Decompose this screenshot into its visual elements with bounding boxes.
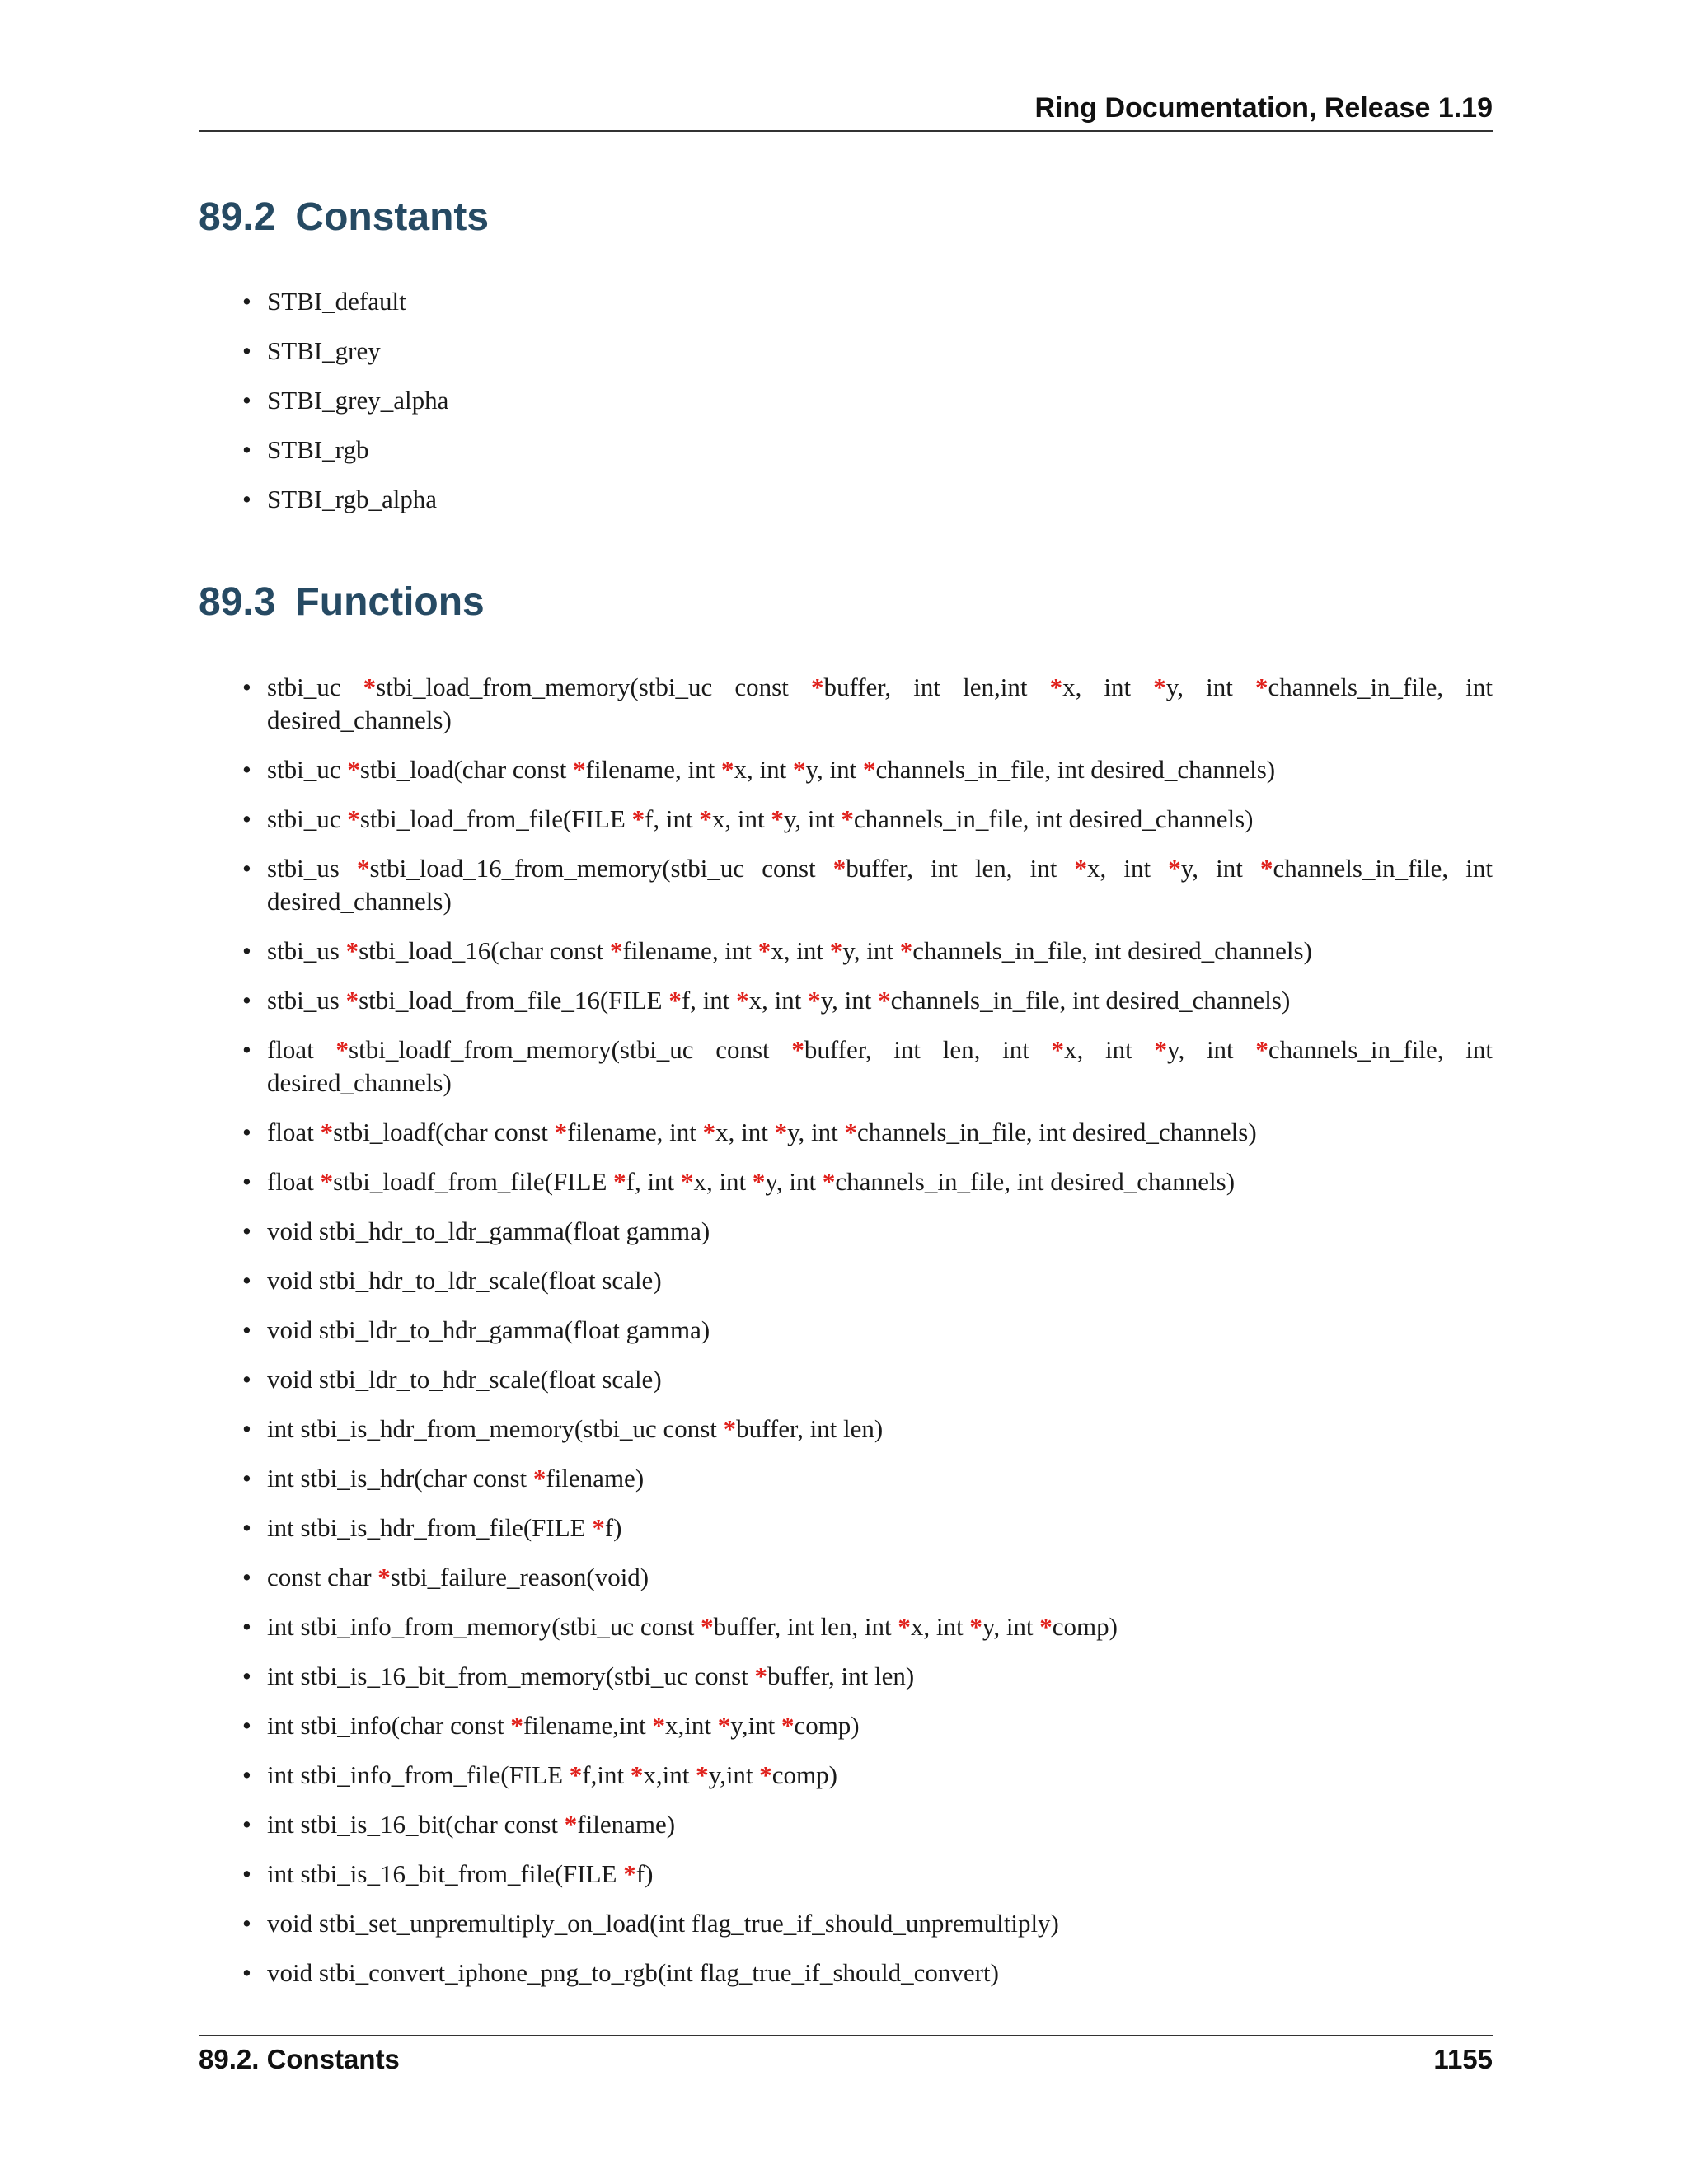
pointer-asterisk: * — [721, 755, 734, 784]
header-divider — [199, 130, 1493, 132]
section-heading-functions — [199, 579, 485, 625]
pointer-asterisk: * — [532, 1464, 546, 1493]
pointer-asterisk: * — [810, 673, 824, 701]
function-signature: • int stbi_info(char const *filename,int *x,int *y,int *comp) — [199, 1709, 1493, 1742]
pointer-asterisk: * — [623, 1859, 636, 1888]
pointer-asterisk: * — [1260, 854, 1273, 883]
function-signature: • void stbi_convert_iphone_png_to_rgb(int flag_true_if_should_convert) — [199, 1957, 1493, 1990]
function-signature: • void stbi_ldr_to_hdr_scale(float scale) — [199, 1363, 1493, 1396]
pointer-asterisk: * — [757, 936, 771, 965]
pointer-asterisk: * — [717, 1711, 731, 1740]
pointer-asterisk: * — [781, 1711, 795, 1740]
pointer-asterisk: * — [347, 755, 360, 784]
pointer-asterisk: * — [844, 1118, 858, 1146]
pointer-asterisk: * — [554, 1118, 568, 1146]
pointer-asterisk: * — [1039, 1612, 1053, 1641]
function-signature: • stbi_us *stbi_load_from_file_16(FILE *f, int *x, int *y, int *channels_in_file, int desired_channels) — [199, 984, 1493, 1017]
pointer-asterisk: * — [774, 1118, 788, 1146]
pointer-asterisk: * — [791, 1035, 804, 1064]
pointer-asterisk: * — [1168, 854, 1181, 883]
function-signature: • stbi_uc *stbi_load(char const *filename, int *x, int *y, int *channels_in_file, int desired_channels) — [199, 753, 1493, 786]
function-signature: • float *stbi_loadf_from_memory(stbi_uc const *buffer, int len, int *x, int *y, int *channels_in_file, int desired_channels) — [199, 1033, 1493, 1099]
pointer-asterisk: * — [862, 755, 876, 784]
footer-divider — [199, 2035, 1493, 2036]
pointer-asterisk: * — [822, 1167, 836, 1196]
page-footer — [199, 2044, 1493, 2075]
function-signature: • void stbi_ldr_to_hdr_gamma(float gamma) — [199, 1314, 1493, 1347]
pointer-asterisk: * — [347, 804, 360, 833]
pointer-asterisk: * — [363, 673, 377, 701]
function-signature: • int stbi_is_hdr_from_memory(stbi_uc const *buffer, int len) — [199, 1413, 1493, 1446]
function-signature: • float *stbi_loadf(char const *filename, int *x, int *y, int *channels_in_file, int desired_channels) — [199, 1116, 1493, 1149]
pointer-asterisk: * — [652, 1711, 665, 1740]
pointer-asterisk: * — [792, 755, 806, 784]
pointer-asterisk: * — [841, 804, 854, 833]
pointer-asterisk: * — [898, 1612, 911, 1641]
pointer-asterisk: * — [564, 1810, 578, 1839]
function-signature: • int stbi_is_16_bit(char const *filename) — [199, 1808, 1493, 1841]
footer-section-label: 89.2. Constants — [199, 2044, 400, 2074]
pointer-asterisk: * — [1254, 673, 1268, 701]
function-signature: • int stbi_is_16_bit_from_file(FILE *f) — [199, 1858, 1493, 1891]
functions-list — [199, 671, 1493, 2006]
pointer-asterisk: * — [592, 1513, 605, 1542]
constant-item: • STBI_rgb_alpha — [199, 483, 1493, 516]
section-title: Functions — [295, 580, 485, 624]
constant-item: • STBI_rgb — [199, 434, 1493, 466]
constants-list — [199, 285, 1493, 532]
pointer-asterisk: * — [356, 854, 370, 883]
pointer-asterisk: * — [899, 936, 913, 965]
function-signature: • void stbi_set_unpremultiply_on_load(int flag_true_if_should_unpremultiply) — [199, 1907, 1493, 1940]
function-signature: • int stbi_is_hdr(char const *filename) — [199, 1462, 1493, 1495]
pointer-asterisk: * — [699, 804, 712, 833]
pointer-asterisk: * — [630, 1760, 644, 1789]
running-header-title: Ring Documentation, Release 1.19 — [1034, 92, 1493, 124]
pointer-asterisk: * — [1255, 1035, 1268, 1064]
pointer-asterisk: * — [613, 1167, 626, 1196]
pointer-asterisk: * — [702, 1118, 716, 1146]
function-signature: • stbi_us *stbi_load_16(char const *filename, int *x, int *y, int *channels_in_file, int desired_channels) — [199, 935, 1493, 968]
constant-item: • STBI_grey — [199, 335, 1493, 368]
pointer-asterisk: * — [609, 936, 623, 965]
pointer-asterisk: * — [754, 1661, 768, 1690]
function-signature: • int stbi_is_hdr_from_file(FILE *f) — [199, 1511, 1493, 1544]
function-signature: • const char *stbi_failure_reason(void) — [199, 1561, 1493, 1594]
pointer-asterisk: * — [335, 1035, 349, 1064]
pointer-asterisk: * — [569, 1760, 583, 1789]
pointer-asterisk: * — [345, 986, 359, 1015]
function-signature: • int stbi_info_from_file(FILE *f,int *x,int *y,int *comp) — [199, 1759, 1493, 1792]
function-signature: • stbi_uc *stbi_load_from_memory(stbi_uc const *buffer, int len,int *x, int *y, int *channels_in_file, int desired_channels) — [199, 671, 1493, 737]
pointer-asterisk: * — [829, 936, 843, 965]
constant-item: • STBI_default — [199, 285, 1493, 318]
function-signature: • int stbi_is_16_bit_from_memory(stbi_uc const *buffer, int len) — [199, 1660, 1493, 1693]
section-title: Constants — [295, 195, 490, 239]
section-heading-constants — [199, 194, 489, 240]
section-number: 89.2 — [199, 195, 276, 239]
pointer-asterisk: * — [668, 986, 682, 1015]
pointer-asterisk: * — [771, 804, 784, 833]
pointer-asterisk: * — [752, 1167, 766, 1196]
pointer-asterisk: * — [878, 986, 891, 1015]
pointer-asterisk: * — [1049, 673, 1063, 701]
pointer-asterisk: * — [320, 1118, 334, 1146]
pointer-asterisk: * — [969, 1612, 982, 1641]
page-number: 1155 — [1433, 2044, 1493, 2074]
function-signature: • stbi_us *stbi_load_16_from_memory(stbi_uc const *buffer, int len, int *x, int *y, int *channels_in_file, int desired_channels) — [199, 852, 1493, 918]
pointer-asterisk: * — [345, 936, 359, 965]
pointer-asterisk: * — [808, 986, 821, 1015]
function-signature: • stbi_uc *stbi_load_from_file(FILE *f, int *x, int *y, int *channels_in_file, int desired_channels) — [199, 803, 1493, 836]
pointer-asterisk: * — [832, 854, 846, 883]
pointer-asterisk: * — [736, 986, 749, 1015]
function-signature: • void stbi_hdr_to_ldr_gamma(float gamma) — [199, 1215, 1493, 1248]
pointer-asterisk: * — [320, 1167, 334, 1196]
pointer-asterisk: * — [759, 1760, 772, 1789]
pointer-asterisk: * — [631, 804, 645, 833]
function-signature: • float *stbi_loadf_from_file(FILE *f, int *x, int *y, int *channels_in_file, int desired_channels) — [199, 1165, 1493, 1198]
pointer-asterisk: * — [1154, 1035, 1167, 1064]
pointer-asterisk: * — [680, 1167, 694, 1196]
pointer-asterisk: * — [1153, 673, 1166, 701]
pointer-asterisk: * — [1074, 854, 1088, 883]
section-number: 89.3 — [199, 580, 276, 624]
pointer-asterisk: * — [723, 1414, 737, 1443]
pointer-asterisk: * — [377, 1563, 391, 1591]
function-signature: • void stbi_hdr_to_ldr_scale(float scale) — [199, 1264, 1493, 1297]
pointer-asterisk: * — [701, 1612, 714, 1641]
pointer-asterisk: * — [1051, 1035, 1065, 1064]
function-signature: • int stbi_info_from_memory(stbi_uc const *buffer, int len, int *x, int *y, int *comp) — [199, 1610, 1493, 1643]
constant-item: • STBI_grey_alpha — [199, 384, 1493, 417]
pointer-asterisk: * — [696, 1760, 709, 1789]
pointer-asterisk: * — [573, 755, 586, 784]
pointer-asterisk: * — [510, 1711, 523, 1740]
